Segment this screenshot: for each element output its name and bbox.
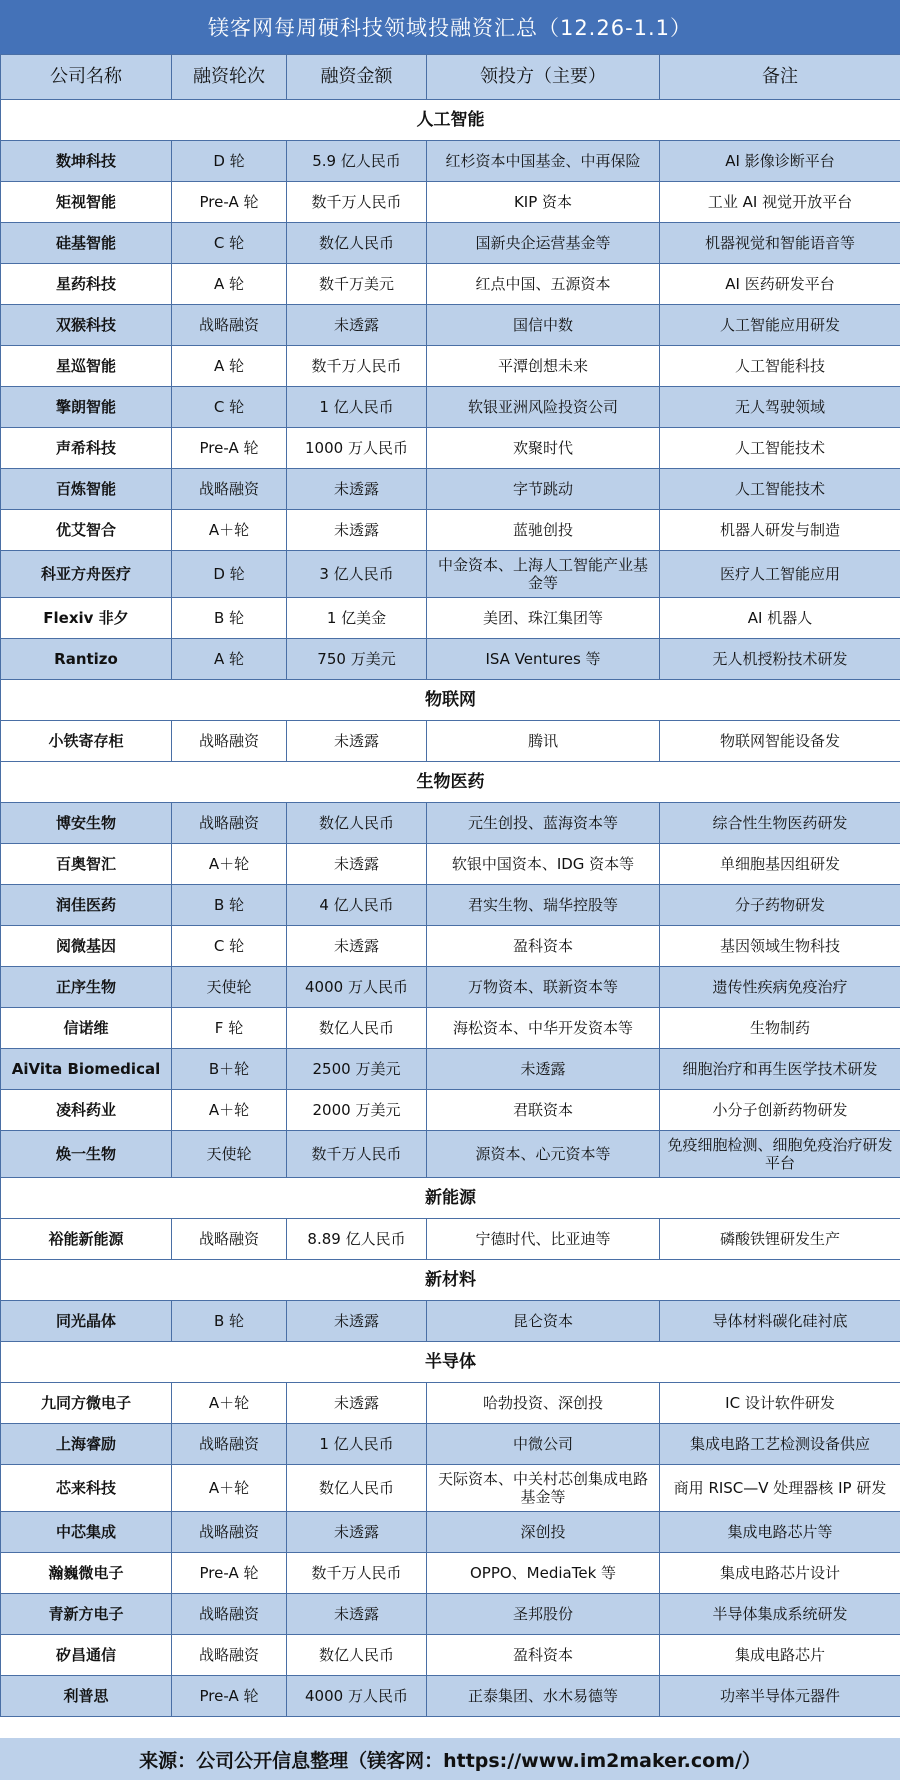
note-cell: 功率半导体元器件 bbox=[660, 1676, 900, 1717]
company-cell: 百奥智汇 bbox=[1, 844, 172, 885]
investors-cell: 国新央企运营基金等 bbox=[427, 223, 660, 264]
company-cell: 双猴科技 bbox=[1, 305, 172, 346]
table-row bbox=[1, 1090, 900, 1131]
round-cell: A＋轮 bbox=[172, 844, 287, 885]
note-cell: 集成电路芯片设计 bbox=[660, 1553, 900, 1594]
amount-cell: 2000 万美元 bbox=[287, 1090, 427, 1131]
amount-cell: 数千万人民币 bbox=[287, 346, 427, 387]
note-cell: 基因领域生物科技 bbox=[660, 926, 900, 967]
amount-cell: 750 万美元 bbox=[287, 639, 427, 680]
investors-cell: 万物资本、联新资本等 bbox=[427, 967, 660, 1008]
amount-cell: 数亿人民币 bbox=[287, 1635, 427, 1676]
round-cell: C 轮 bbox=[172, 926, 287, 967]
table-row bbox=[1, 141, 900, 182]
table-row bbox=[1, 264, 900, 305]
table-row bbox=[1, 1049, 900, 1090]
amount-cell: 4000 万人民币 bbox=[287, 967, 427, 1008]
source-footer: 来源：公司公开信息整理（镁客网：https://www.im2maker.com/） bbox=[0, 1738, 900, 1780]
company-cell: 上海睿励 bbox=[1, 1424, 172, 1465]
amount-cell: 数亿人民币 bbox=[287, 1008, 427, 1049]
amount-cell: 数千万美元 bbox=[287, 264, 427, 305]
company-cell: 科亚方舟医疗 bbox=[1, 551, 172, 598]
table-row bbox=[1, 182, 900, 223]
note-cell: 免疫细胞检测、细胞免疫治疗研发平台 bbox=[660, 1131, 900, 1178]
note-cell: 物联网智能设备发 bbox=[660, 721, 900, 762]
amount-cell: 未透露 bbox=[287, 469, 427, 510]
note-cell: 综合性生物医药研发 bbox=[660, 803, 900, 844]
investors-cell: 源资本、心元资本等 bbox=[427, 1131, 660, 1178]
round-cell: Pre-A 轮 bbox=[172, 1676, 287, 1717]
investors-cell: 深创投 bbox=[427, 1512, 660, 1553]
amount-cell: 未透露 bbox=[287, 926, 427, 967]
section-header-row bbox=[1, 1178, 900, 1219]
note-cell: 医疗人工智能应用 bbox=[660, 551, 900, 598]
section-header-row bbox=[1, 100, 900, 141]
table-row bbox=[1, 1219, 900, 1260]
section-title: 新能源 bbox=[1, 1178, 900, 1219]
company-cell: 矩视智能 bbox=[1, 182, 172, 223]
table-row bbox=[1, 223, 900, 264]
section-header-row bbox=[1, 762, 900, 803]
company-cell: 百炼智能 bbox=[1, 469, 172, 510]
investors-cell: 中金资本、上海人工智能产业基金等 bbox=[427, 551, 660, 598]
investors-cell: 中微公司 bbox=[427, 1424, 660, 1465]
table-row bbox=[1, 967, 900, 1008]
round-cell: 天使轮 bbox=[172, 967, 287, 1008]
investors-cell: 腾讯 bbox=[427, 721, 660, 762]
amount-cell: 4000 万人民币 bbox=[287, 1676, 427, 1717]
note-cell: 生物制药 bbox=[660, 1008, 900, 1049]
round-cell: Pre-A 轮 bbox=[172, 1553, 287, 1594]
company-cell: 小铁寄存柜 bbox=[1, 721, 172, 762]
amount-cell: 数亿人民币 bbox=[287, 223, 427, 264]
round-cell: D 轮 bbox=[172, 551, 287, 598]
table-row bbox=[1, 1383, 900, 1424]
amount-cell: 未透露 bbox=[287, 305, 427, 346]
company-cell: 焕一生物 bbox=[1, 1131, 172, 1178]
investors-cell: 哈勃投资、深创投 bbox=[427, 1383, 660, 1424]
company-cell: 利普思 bbox=[1, 1676, 172, 1717]
round-cell: 战略融资 bbox=[172, 721, 287, 762]
table-body bbox=[1, 100, 900, 1717]
investors-cell: 君实生物、瑞华控股等 bbox=[427, 885, 660, 926]
note-cell: 人工智能技术 bbox=[660, 428, 900, 469]
note-cell: AI 机器人 bbox=[660, 598, 900, 639]
investors-cell: 盈科资本 bbox=[427, 1635, 660, 1676]
amount-cell: 数亿人民币 bbox=[287, 803, 427, 844]
table-row bbox=[1, 926, 900, 967]
note-cell: 无人机授粉技术研发 bbox=[660, 639, 900, 680]
note-cell: 磷酸铁锂研发生产 bbox=[660, 1219, 900, 1260]
note-cell: 细胞治疗和再生医学技术研发 bbox=[660, 1049, 900, 1090]
round-cell: A 轮 bbox=[172, 264, 287, 305]
investors-cell: 欢聚时代 bbox=[427, 428, 660, 469]
company-cell: 芯来科技 bbox=[1, 1465, 172, 1512]
company-cell: 阅微基因 bbox=[1, 926, 172, 967]
amount-cell: 数亿人民币 bbox=[287, 1465, 427, 1512]
round-cell: B 轮 bbox=[172, 598, 287, 639]
note-cell: 无人驾驶领域 bbox=[660, 387, 900, 428]
amount-cell: 1 亿人民币 bbox=[287, 387, 427, 428]
amount-cell: 未透露 bbox=[287, 510, 427, 551]
note-cell: 人工智能科技 bbox=[660, 346, 900, 387]
table-header-row bbox=[1, 55, 900, 100]
amount-cell: 3 亿人民币 bbox=[287, 551, 427, 598]
amount-cell: 未透露 bbox=[287, 1383, 427, 1424]
company-cell: 信诺维 bbox=[1, 1008, 172, 1049]
section-header-row bbox=[1, 1342, 900, 1383]
table-row bbox=[1, 305, 900, 346]
section-title: 新材料 bbox=[1, 1260, 900, 1301]
investors-cell: 未透露 bbox=[427, 1049, 660, 1090]
investors-cell: 平潭创想未来 bbox=[427, 346, 660, 387]
round-cell: A＋轮 bbox=[172, 1383, 287, 1424]
investors-cell: 君联资本 bbox=[427, 1090, 660, 1131]
note-cell: 机器视觉和智能语音等 bbox=[660, 223, 900, 264]
amount-cell: 数千万人民币 bbox=[287, 182, 427, 223]
round-cell: Pre-A 轮 bbox=[172, 182, 287, 223]
investors-cell: 红点中国、五源资本 bbox=[427, 264, 660, 305]
note-cell: 导体材料碳化硅衬底 bbox=[660, 1301, 900, 1342]
column-header-company: 公司名称 bbox=[1, 55, 172, 100]
note-cell: 集成电路芯片等 bbox=[660, 1512, 900, 1553]
investors-cell: 软银中国资本、IDG 资本等 bbox=[427, 844, 660, 885]
company-cell: Rantizo bbox=[1, 639, 172, 680]
round-cell: 战略融资 bbox=[172, 1424, 287, 1465]
note-cell: AI 医药研发平台 bbox=[660, 264, 900, 305]
table-row bbox=[1, 1635, 900, 1676]
round-cell: 战略融资 bbox=[172, 305, 287, 346]
investors-cell: 盈科资本 bbox=[427, 926, 660, 967]
note-cell: 机器人研发与制造 bbox=[660, 510, 900, 551]
table-row bbox=[1, 1424, 900, 1465]
table-row bbox=[1, 1301, 900, 1342]
amount-cell: 2500 万美元 bbox=[287, 1049, 427, 1090]
round-cell: 战略融资 bbox=[172, 1594, 287, 1635]
company-cell: 中芯集成 bbox=[1, 1512, 172, 1553]
amount-cell: 未透露 bbox=[287, 1301, 427, 1342]
company-cell: Flexiv 非夕 bbox=[1, 598, 172, 639]
investors-cell: 美团、珠江集团等 bbox=[427, 598, 660, 639]
round-cell: 战略融资 bbox=[172, 803, 287, 844]
note-cell: IC 设计软件研发 bbox=[660, 1383, 900, 1424]
note-cell: 单细胞基因组研发 bbox=[660, 844, 900, 885]
amount-cell: 5.9 亿人民币 bbox=[287, 141, 427, 182]
amount-cell: 1 亿人民币 bbox=[287, 1424, 427, 1465]
company-cell: 优艾智合 bbox=[1, 510, 172, 551]
investors-cell: 海松资本、中华开发资本等 bbox=[427, 1008, 660, 1049]
amount-cell: 1000 万人民币 bbox=[287, 428, 427, 469]
column-header-note: 备注 bbox=[660, 55, 900, 100]
company-cell: 星巡智能 bbox=[1, 346, 172, 387]
investors-cell: ISA Ventures 等 bbox=[427, 639, 660, 680]
investors-cell: 红杉资本中国基金、中再保险 bbox=[427, 141, 660, 182]
amount-cell: 8.89 亿人民币 bbox=[287, 1219, 427, 1260]
investors-cell: 蓝驰创投 bbox=[427, 510, 660, 551]
amount-cell: 未透露 bbox=[287, 1512, 427, 1553]
company-cell: 凌科药业 bbox=[1, 1090, 172, 1131]
table-row bbox=[1, 803, 900, 844]
company-cell: 青新方电子 bbox=[1, 1594, 172, 1635]
round-cell: A 轮 bbox=[172, 639, 287, 680]
amount-cell: 未透露 bbox=[287, 1594, 427, 1635]
company-cell: 硅基智能 bbox=[1, 223, 172, 264]
note-cell: 集成电路芯片 bbox=[660, 1635, 900, 1676]
round-cell: 战略融资 bbox=[172, 1219, 287, 1260]
amount-cell: 数千万人民币 bbox=[287, 1553, 427, 1594]
note-cell: 分子药物研发 bbox=[660, 885, 900, 926]
note-cell: 小分子创新药物研发 bbox=[660, 1090, 900, 1131]
amount-cell: 1 亿美金 bbox=[287, 598, 427, 639]
table-row bbox=[1, 1594, 900, 1635]
company-cell: 裕能新能源 bbox=[1, 1219, 172, 1260]
amount-cell: 未透露 bbox=[287, 721, 427, 762]
round-cell: C 轮 bbox=[172, 223, 287, 264]
round-cell: B 轮 bbox=[172, 885, 287, 926]
note-cell: 商用 RISC—V 处理器核 IP 研发 bbox=[660, 1465, 900, 1512]
round-cell: 战略融资 bbox=[172, 1635, 287, 1676]
table-row bbox=[1, 1465, 900, 1512]
round-cell: A 轮 bbox=[172, 346, 287, 387]
company-cell: AiVita Biomedical bbox=[1, 1049, 172, 1090]
company-cell: 擎朗智能 bbox=[1, 387, 172, 428]
investors-cell: 圣邦股份 bbox=[427, 1594, 660, 1635]
round-cell: 天使轮 bbox=[172, 1131, 287, 1178]
company-cell: 润佳医药 bbox=[1, 885, 172, 926]
round-cell: A＋轮 bbox=[172, 510, 287, 551]
round-cell: B＋轮 bbox=[172, 1049, 287, 1090]
section-header-row bbox=[1, 1260, 900, 1301]
table-row bbox=[1, 1008, 900, 1049]
company-cell: 正序生物 bbox=[1, 967, 172, 1008]
note-cell: 半导体集成系统研发 bbox=[660, 1594, 900, 1635]
company-cell: 博安生物 bbox=[1, 803, 172, 844]
investors-cell: KIP 资本 bbox=[427, 182, 660, 223]
note-cell: 集成电路工艺检测设备供应 bbox=[660, 1424, 900, 1465]
round-cell: D 轮 bbox=[172, 141, 287, 182]
section-title: 物联网 bbox=[1, 680, 900, 721]
investors-cell: 国信中数 bbox=[427, 305, 660, 346]
company-cell: 瀚巍微电子 bbox=[1, 1553, 172, 1594]
note-cell: 遗传性疾病免疫治疗 bbox=[660, 967, 900, 1008]
round-cell: A＋轮 bbox=[172, 1090, 287, 1131]
company-cell: 数坤科技 bbox=[1, 141, 172, 182]
note-cell: 人工智能应用研发 bbox=[660, 305, 900, 346]
round-cell: A＋轮 bbox=[172, 1465, 287, 1512]
company-cell: 九同方微电子 bbox=[1, 1383, 172, 1424]
section-title: 生物医药 bbox=[1, 762, 900, 803]
column-header-amount: 融资金额 bbox=[287, 55, 427, 100]
round-cell: B 轮 bbox=[172, 1301, 287, 1342]
investors-cell: 昆仑资本 bbox=[427, 1301, 660, 1342]
company-cell: 矽昌通信 bbox=[1, 1635, 172, 1676]
column-header-investors: 领投方（主要） bbox=[427, 55, 660, 100]
table-row bbox=[1, 551, 900, 598]
section-header-row bbox=[1, 680, 900, 721]
company-cell: 星药科技 bbox=[1, 264, 172, 305]
investors-cell: 天际资本、中关村芯创集成电路基金等 bbox=[427, 1465, 660, 1512]
round-cell: 战略融资 bbox=[172, 1512, 287, 1553]
round-cell: 战略融资 bbox=[172, 469, 287, 510]
table-row bbox=[1, 387, 900, 428]
amount-cell: 未透露 bbox=[287, 844, 427, 885]
round-cell: Pre-A 轮 bbox=[172, 428, 287, 469]
table-row bbox=[1, 1131, 900, 1178]
company-cell: 声希科技 bbox=[1, 428, 172, 469]
table-row bbox=[1, 885, 900, 926]
table-row bbox=[1, 469, 900, 510]
funding-table bbox=[0, 54, 900, 1717]
note-cell: AI 影像诊断平台 bbox=[660, 141, 900, 182]
investors-cell: 正泰集团、水木易德等 bbox=[427, 1676, 660, 1717]
table-row bbox=[1, 1553, 900, 1594]
investors-cell: OPPO、MediaTek 等 bbox=[427, 1553, 660, 1594]
table-row bbox=[1, 721, 900, 762]
table-row bbox=[1, 639, 900, 680]
table-row bbox=[1, 1512, 900, 1553]
investors-cell: 元生创投、蓝海资本等 bbox=[427, 803, 660, 844]
page-title: 镁客网每周硬科技领域投融资汇总（12.26-1.1） bbox=[0, 0, 900, 54]
note-cell: 人工智能技术 bbox=[660, 469, 900, 510]
section-title: 人工智能 bbox=[1, 100, 900, 141]
investors-cell: 软银亚洲风险投资公司 bbox=[427, 387, 660, 428]
amount-cell: 4 亿人民币 bbox=[287, 885, 427, 926]
table-row bbox=[1, 428, 900, 469]
table-row bbox=[1, 346, 900, 387]
note-cell: 工业 AI 视觉开放平台 bbox=[660, 182, 900, 223]
amount-cell: 数千万人民币 bbox=[287, 1131, 427, 1178]
investors-cell: 字节跳动 bbox=[427, 469, 660, 510]
round-cell: F 轮 bbox=[172, 1008, 287, 1049]
column-header-round: 融资轮次 bbox=[172, 55, 287, 100]
table-row bbox=[1, 598, 900, 639]
table-row bbox=[1, 510, 900, 551]
company-cell: 同光晶体 bbox=[1, 1301, 172, 1342]
section-title: 半导体 bbox=[1, 1342, 900, 1383]
round-cell: C 轮 bbox=[172, 387, 287, 428]
investors-cell: 宁德时代、比亚迪等 bbox=[427, 1219, 660, 1260]
table-row bbox=[1, 844, 900, 885]
table-row bbox=[1, 1676, 900, 1717]
